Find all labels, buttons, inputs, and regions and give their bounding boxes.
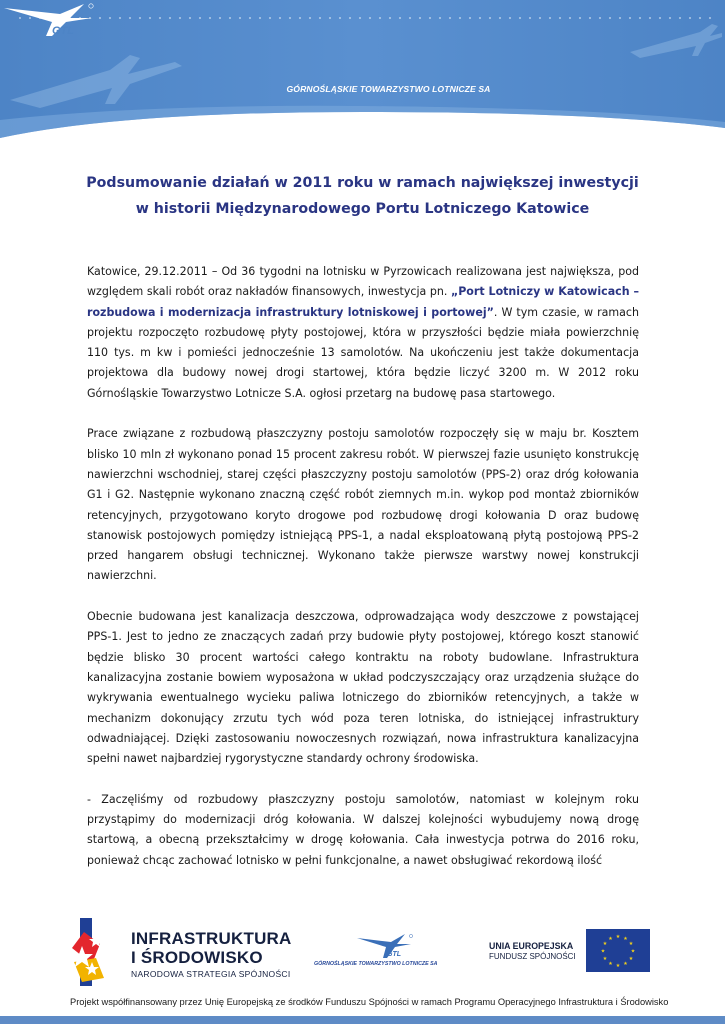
gtl-company-small: GÓRNOŚLĄSKIE TOWARZYSTWO LOTNICZE SA xyxy=(314,961,438,967)
svg-text:★: ★ xyxy=(630,948,636,955)
infra-line-2: I ŚRODOWISKO xyxy=(131,948,263,967)
svg-text:★: ★ xyxy=(608,961,613,967)
page-header xyxy=(0,0,725,140)
svg-text:★: ★ xyxy=(615,963,621,969)
document-title xyxy=(60,170,665,222)
svg-text:GTL: GTL xyxy=(52,25,74,37)
svg-text:★: ★ xyxy=(628,941,634,947)
svg-text:★: ★ xyxy=(615,934,621,940)
infrastruktura-logo-icon xyxy=(70,918,132,988)
infra-line-3: NARODOWA STRATEGIA SPÓJNOŚCI xyxy=(131,969,291,979)
svg-text:★: ★ xyxy=(608,936,613,942)
svg-text:GTL: GTL xyxy=(387,951,401,958)
svg-text:★: ★ xyxy=(623,936,628,942)
eu-flag-icon xyxy=(586,929,650,972)
paragraph-4: - Zaczęliśmy od rozbudowy płaszczyzny postoju samolotów, natomiast w kolejnym roku przystąpimy do modernizacji dróg kołowania. W dalszej kolejności wybudujemy nową drogę startową, a obecną przekształcimy w drogę kołowania. Cała inwestycja potrwa do 2016 roku, ponieważ chcąc zachować lotnisko w pełni funkcjonalne, a nawet obsługiwać rekordową ilość xyxy=(87,792,639,867)
bottom-bar xyxy=(0,1016,725,1024)
gtl-logo-icon xyxy=(0,0,100,40)
eu-line-2: FUNDUSZ SPÓJNOŚCI xyxy=(489,952,576,961)
paragraph-3: Obecnie budowana jest kanalizacja deszczowa, odprowadzająca wody deszczowe z powstającej PPS-1. Jest to jedno ze znaczących zadań przy budowie płyty postojowej, którego koszt stanowić będzie blisko 30 procent wartości całego kontraktu na roboty budowlane. Infrastruktura kanalizacyjna zostanie bowiem wyposażona w układ podczyszczający oraz urządzenia służące do wykrywania ewentualnego wycieku paliwa lotniczego do zbiorników retencyjnych, a także w mechanizm dokonujący zrzutu tych wód poza teren lotniska, do istniejącej infrastruktury odwadniającej. Dzięki zastosowaniu nowoczesnych rozwiązań, nowa infrastruktura kanalizacyjna spełni nawet najbardziej rygorystyczne standardy ochrony środowiska. xyxy=(87,610,639,766)
title-line-1: Podsumowanie działań w 2011 roku w ramach największej inwestycji xyxy=(86,175,639,191)
cofinancing-note: Projekt współfinansowany przez Unię Europejską ze środków Funduszu Spójności w ramach Programu Operacyjnego Infrastruktura i Środowisko xyxy=(70,997,669,1007)
svg-text:★: ★ xyxy=(623,961,628,967)
header-band xyxy=(0,0,725,140)
document-body xyxy=(87,262,639,891)
title-line-2: w historii Międzynarodowego Portu Lotniczego Katowice xyxy=(135,201,590,217)
infra-line-1: INFRASTRUKTURA xyxy=(131,929,292,948)
paragraph-1: Katowice, 29.12.2011 – Od 36 tygodni na lotnisku w Pyrzowicach realizowana jest największa, pod względem skali robót oraz nakładów finansowych, inwestycja pn. „Port Lotniczy w Katowicach – rozbudowa i modernizacja infrastruktury lotniskowej i portowej”. W tym czasie, w ramach projektu rozpoczęto rozbudowę płyty postojowej, która w przyszłości będzie miała powierzchnię 110 tys. m kw i pomieści jednocześnie 13 samolotów. Na ukończeniu jest także dokumentacja projektowa dla budowy nowej drogi startowej, która będzie liczyć 3200 m. W 2012 roku Górnośląskie Towarzystwo Lotnicze S.A. ogłosi przetarg na budowę pasa startowego. xyxy=(87,265,639,400)
svg-text:★: ★ xyxy=(602,941,608,947)
paragraph-2: Prace związane z rozbudową płaszczyzny postoju samolotów rozpoczęły się w maju br. Kosztem blisko 10 mln zł wykonano ponad 15 procent zakresu robót. W pierwszej fazie usunięto konstrukcję nawierzchni wschodniej, starej części płaszczyzny postoju samolotów (PPS-2) oraz dróg kołowania G1 i G2. Następnie wykonano znaczną część robót ziemnych m.in. wykop pod montaż zbiorników retencyjnych, przygotowano koryto drogowe pod rozbudowę drogi kołowania D oraz budowę stanowisk postojowych pomiędzy istniejącą PPS-1, a nadal eksploatowaną płytą postojową PPS-2 przed hangarem obsługi technicznej. Wykonano także pierwsze warstwy nowej konstrukcji nawierzchni. xyxy=(87,427,639,583)
project-name-highlight: „Port Lotniczy w Katowicach – rozbudowa i modernizacja infrastruktury lotniskowej i portowej” xyxy=(87,285,639,319)
svg-text:★: ★ xyxy=(600,948,606,955)
svg-text:★: ★ xyxy=(628,956,634,962)
eu-line-1: UNIA EUROPEJSKA xyxy=(489,941,574,951)
gtl-small-logo-icon xyxy=(355,932,415,960)
svg-text:★: ★ xyxy=(602,956,608,962)
company-name: GÓRNOŚLĄSKIE TOWARZYSTWO LOTNICZE SA xyxy=(286,84,491,94)
